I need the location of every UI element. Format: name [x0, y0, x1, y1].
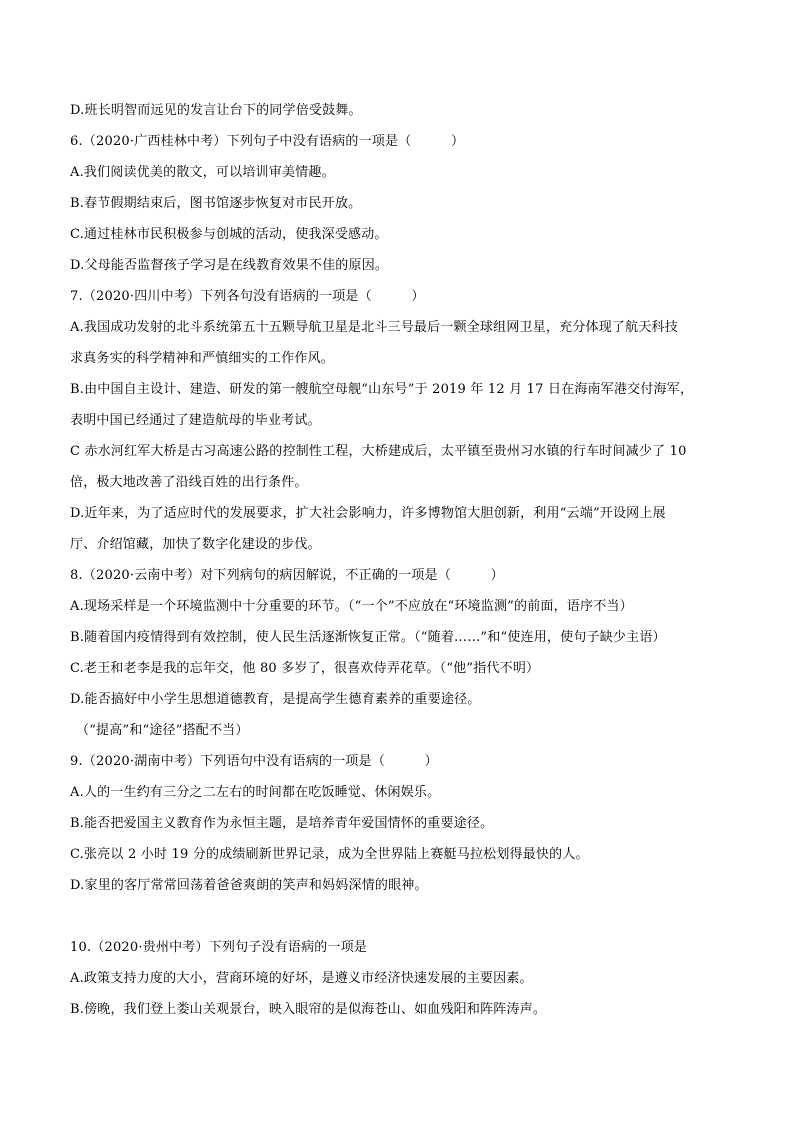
option-b-q8: B.随着国内疫情得到有效控制，使人民生活逐渐恢复正常。（“随着……”和“使连用，使句子缺少主语） [70, 630, 666, 645]
question-10: 10.（2020·贵州中考）下列句子没有语病的一项是 [70, 940, 368, 955]
option-b-q10: B.傍晚，我们登上娄山关观景台，映入眼帘的是似海苍山、如血残阳和阵阵涛声。 [70, 1002, 547, 1017]
question-8: 8.（2020·云南中考）对下列病句的病因解说，不正确的一项是（ ） [70, 568, 504, 583]
option-d-q6: D.父母能否监督孩子学习是在线教育效果不佳的原因。 [70, 258, 389, 273]
option-d-q8-line1: D.能否搞好中小学生思想道德教育，是提高学生德育素养的重要途径。 [70, 692, 481, 707]
option-d-q7-line1: D.近年来，为了适应时代的发展要求，扩大社会影响力，许多博物馆大胆创新，利用“云端”开设网上展 [70, 506, 666, 521]
option-d-q7-line2: 厅、介绍馆藏，加快了数字化建设的步伐。 [70, 537, 321, 552]
option-d-q8-line2: （“提高”和“途径”搭配不当） [76, 723, 249, 738]
option-a-q7-line1: A.我国成功发射的北斗系统第五十五颗导航卫星是北斗三号最后一颗全球组网卫星，充分体现了航天科技 [70, 320, 678, 335]
option-c-q8: C.老王和老李是我的忘年交，他 80 多岁了，很喜欢侍弄花草。（“他”指代不明） [70, 661, 540, 676]
option-c-q7-line2: 倍，极大地改善了沿线百姓的出行条件。 [70, 475, 308, 490]
option-b-q6: B.春节假期结束后，图书馆逐步恢复对市民开放。 [70, 196, 362, 211]
question-7: 7.（2020·四川中考）下列各句没有语病的一项是（ ） [70, 289, 425, 304]
option-c-q9: C.张亮以 2 小时 19 分的成绩刷新世界记录，成为全世界陆上赛艇马拉松划得最快的人。 [70, 847, 589, 862]
option-d-q5: D.班长明智而远见的发言让台下的同学倍受鼓舞。 [70, 103, 362, 118]
question-6: 6.（2020·广西桂林中考）下列句子中没有语病的一项是（ ） [70, 134, 465, 149]
option-a-q9: A.人的一生约有三分之二左右的时间都在吃饭睡觉、休闲娱乐。 [70, 785, 441, 800]
question-9: 9.（2020·湖南中考）下列语句中没有语病的一项是（ ） [70, 754, 438, 769]
option-a-q8: A.现场采样是一个环境监测中十分重要的环节。（“一个”不应放在“环境监测”的前面，语序不当） [70, 599, 633, 614]
option-a-q6: A.我们阅读优美的散文，可以培训审美情趣。 [70, 165, 335, 180]
option-a-q10: A.政策支持力度的大小，营商环境的好坏，是遵义市经济快速发展的主要因素。 [70, 971, 533, 986]
option-b-q7-line1: B.由中国自主设计、建造、研发的第一艘航空母舰“山东号”于 2019 年 12 月 17 日在海南军港交付海军， [70, 382, 694, 397]
option-a-q7-line2: 求真务实的科学精神和严慎细实的工作作风。 [70, 351, 335, 366]
option-b-q9: B.能否把爱国主义教育作为永恒主题，是培养青年爱国情怀的重要途径。 [70, 816, 494, 831]
option-c-q6: C.通过桂林市民积极参与创城的活动，使我深受感动。 [70, 227, 388, 242]
option-d-q9: D.家里的客厅常常回荡着爸爸爽朗的笑声和妈妈深情的眼神。 [70, 878, 428, 893]
option-c-q7-line1: C 赤水河红军大桥是古习高速公路的控制性工程，大桥建成后，太平镇至贵州习水镇的行车时间减少了 10 [70, 444, 687, 459]
option-b-q7-line2: 表明中国已经通过了建造航母的毕业考试。 [70, 413, 321, 428]
